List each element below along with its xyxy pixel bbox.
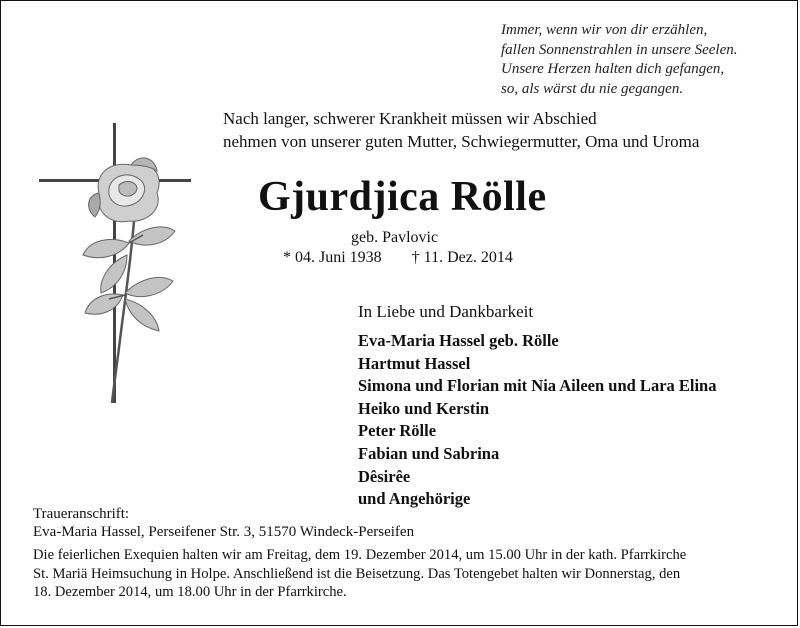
service-line: Die feierlichen Exequien halten wir am Freitag, dem 19. Dezember 2014, um 15.00 Uhr in der kath. Pfarrkirche [33,547,687,563]
address-label: Traueranschrift: [33,506,130,522]
intro-text [223,107,793,153]
address-line: Eva-Maria Hassel, Perseifener Str. 3, 51570 Windeck-Perseifen [33,524,415,540]
mourner: Eva-Maria Hassel geb. Rölle [358,331,559,350]
service-line: 18. Dezember 2014, um 18.00 Uhr in der Pfarrkirche. [33,584,347,600]
mourner: Heiko und Kerstin [358,398,490,418]
poem-line: so, als wärst du nie gegangen. [501,80,684,97]
poem-line: fallen Sonnenstrahlen in unsere Seelen. [501,41,738,58]
intro-line: nehmen von unserer guten Mutter, Schwiegermutter, Oma und Uroma [223,132,700,151]
service-line: St. Mariä Heimsuchung in Holpe. Anschließend ist die Beisetzung. Das Totengebet halten wir Donnerstag, den [33,565,681,582]
birth-date: * 04. Juni 1938 [283,249,382,266]
birth-name: geb. Pavlovic [351,229,439,246]
mourning-address [33,505,414,541]
mourner: Simona und Florian mit Nia Aileen und Lara Elina [358,376,717,396]
mourner: und Angehörige [358,489,471,509]
cross-with-rose-icon [39,123,219,503]
life-dates [283,249,513,267]
intro-line: Nach langer, schwerer Krankheit müssen wir Abschied [223,109,597,128]
death-date: † 11. Dez. 2014 [411,249,513,266]
deceased-name: Gjurdjica Rölle [258,174,547,220]
mourners-list [358,330,717,511]
service-info [33,546,793,602]
poem-line: Unsere Herzen halten dich gefangen, [501,61,725,77]
mourner: Dêsirêe [358,466,411,486]
mourner: Peter Rölle [358,421,437,441]
poem-line: Immer, wenn wir von dir erzählen, [501,22,708,38]
mourner: Hartmut Hassel [358,353,471,373]
thanks-line: In Liebe und Dankbarkeit [358,302,534,321]
poem [501,21,791,99]
mourner: Fabian und Sabrina [358,443,500,463]
